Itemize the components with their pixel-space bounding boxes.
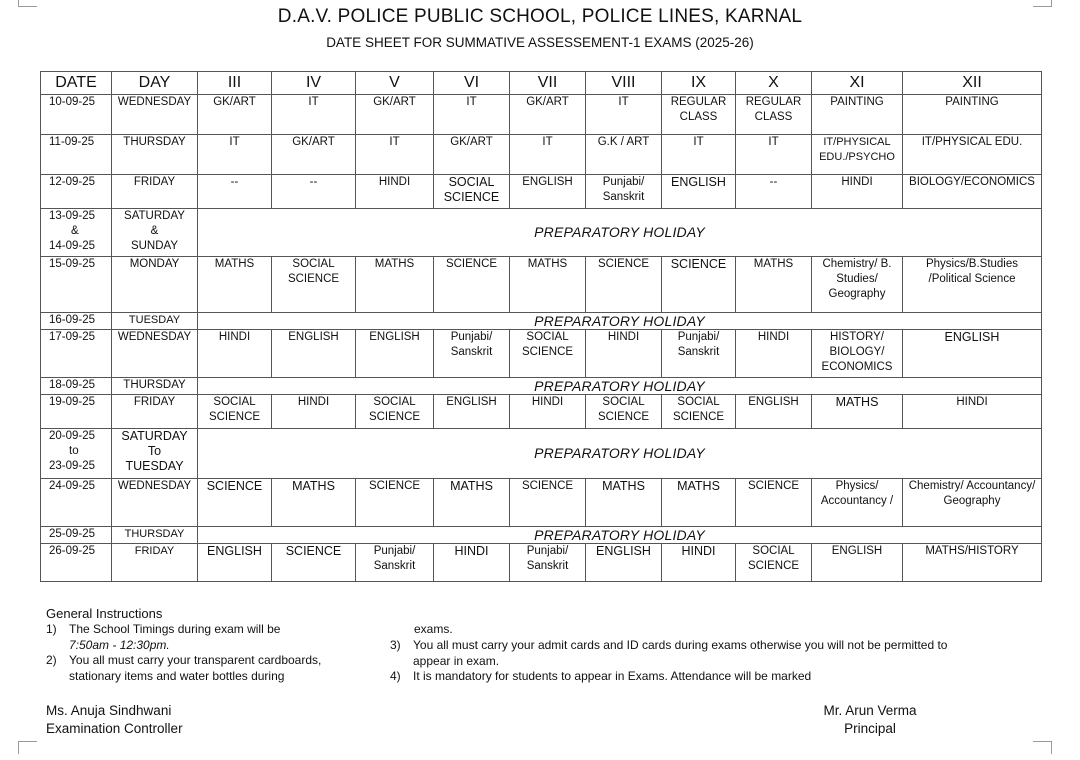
subject-cell: IT <box>736 135 812 175</box>
range-start-day: SATURDAY <box>121 429 188 443</box>
subject-cell: -- <box>198 175 272 209</box>
instruction-text: It is mandatory for students to appear in Exams. Attendance will be marked <box>413 669 812 683</box>
instruction-item-1 <box>46 622 376 653</box>
col-header-class-vi: VI <box>434 72 510 95</box>
day-cell: THURSDAY <box>112 527 198 544</box>
subject-cell: PAINTING <box>812 95 903 135</box>
table-row <box>41 135 1042 175</box>
col-header-class-v: V <box>356 72 434 95</box>
subject-cell: HINDI <box>510 395 586 429</box>
subject-cell: SCIENCE <box>272 544 356 582</box>
subject-cell: SOCIAL SCIENCE <box>356 395 434 429</box>
instruction-text: exams. <box>414 622 453 636</box>
col-header-class-vii: VII <box>510 72 586 95</box>
subject-cell: SOCIAL SCIENCE <box>510 330 586 378</box>
instruction-text: You all must carry your transparent cardboards, <box>69 653 322 667</box>
instruction-item-4 <box>390 669 1040 685</box>
subject-cell: MATHS <box>510 257 586 313</box>
range-end-day: TUESDAY <box>125 459 184 473</box>
subject-cell: SOCIAL SCIENCE <box>272 257 356 313</box>
subject-cell: SOCIAL SCIENCE <box>198 395 272 429</box>
col-header-class-viii: VIII <box>586 72 662 95</box>
examination-controller-role: Examination Controller <box>46 721 183 736</box>
day-cell: WEDNESDAY <box>112 479 198 527</box>
date-cell: 10-09-25 <box>41 95 112 135</box>
subject-cell: HISTORY/ BIOLOGY/ ECONOMICS <box>812 330 903 378</box>
subject-cell: SOCIAL SCIENCE <box>434 175 510 209</box>
subject-cell: SCIENCE <box>510 479 586 527</box>
holiday-row <box>41 527 1042 544</box>
day-cell: MONDAY <box>112 257 198 313</box>
preparatory-holiday-cell: PREPARATORY HOLIDAY <box>198 429 1042 479</box>
subject-cell: IT <box>272 95 356 135</box>
subject-cell: Chemistry/ Accountancy/ Geography <box>903 479 1042 527</box>
range-start-day: SATURDAY <box>124 210 185 222</box>
subject-cell: SOCIAL SCIENCE <box>736 544 812 582</box>
date-cell: 26-09-25 <box>41 544 112 582</box>
signature-right <box>780 702 960 738</box>
range-end-day: SUNDAY <box>130 240 179 252</box>
preparatory-holiday-cell: PREPARATORY HOLIDAY <box>198 527 1042 544</box>
subject-cell: Physics/ Accountancy / <box>812 479 903 527</box>
subject-cell: IT <box>586 95 662 135</box>
subject-cell: MATHS <box>434 479 510 527</box>
date-cell: 18-09-25 <box>41 378 112 395</box>
col-header-class-xii: XII <box>903 72 1042 95</box>
subject-cell: GK/ART <box>356 95 434 135</box>
subject-cell: HINDI <box>356 175 434 209</box>
subject-cell: ENGLISH <box>736 395 812 429</box>
col-header-class-iv: IV <box>272 72 356 95</box>
subject-cell: PAINTING <box>903 95 1042 135</box>
table-row <box>41 175 1042 209</box>
subject-cell: IT <box>198 135 272 175</box>
subject-cell: BIOLOGY/ECONOMICS <box>903 175 1042 209</box>
subject-cell: IT <box>662 135 736 175</box>
subject-cell: ENGLISH <box>662 175 736 209</box>
col-header-class-ix: IX <box>662 72 736 95</box>
crop-mark-bottom-right <box>1033 741 1052 754</box>
table-row <box>41 330 1042 378</box>
subject-cell: HINDI <box>586 330 662 378</box>
subject-cell: MATHS <box>198 257 272 313</box>
subject-cell: HINDI <box>434 544 510 582</box>
day-cell: FRIDAY <box>112 395 198 429</box>
principal-role: Principal <box>844 721 896 736</box>
range-start-date: 13-09-25 <box>49 210 96 222</box>
date-cell: 12-09-25 <box>41 175 112 209</box>
signature-left <box>46 702 183 738</box>
subject-cell: REGULAR CLASS <box>662 95 736 135</box>
crop-mark-bottom-left <box>18 741 37 754</box>
preparatory-holiday-cell: PREPARATORY HOLIDAY <box>198 313 1042 330</box>
holiday-row <box>41 313 1042 330</box>
day-cell: WEDNESDAY <box>112 95 198 135</box>
subject-cell: MATHS <box>272 479 356 527</box>
col-header-date: DATE <box>41 72 112 95</box>
col-header-class-x: X <box>736 72 812 95</box>
instruction-item-2-cont <box>414 622 1044 638</box>
date-sheet-subtitle: DATE SHEET FOR SUMMATIVE ASSESSEMENT-1 EXAMS (2025-26) <box>326 35 754 50</box>
date-cell: 11-09-25 <box>41 135 112 175</box>
holiday-row <box>41 429 1042 479</box>
subject-cell: -- <box>736 175 812 209</box>
subject-cell: G.K / ART <box>586 135 662 175</box>
subject-cell: Physics/B.Studies /Political Science <box>903 257 1042 313</box>
subject-cell: ENGLISH <box>198 544 272 582</box>
subject-cell: MATHS <box>662 479 736 527</box>
day-cell: FRIDAY <box>112 544 198 582</box>
day-cell: THURSDAY <box>112 135 198 175</box>
subject-cell: HINDI <box>198 330 272 378</box>
range-start-date: 20-09-25 <box>49 430 96 442</box>
subject-cell: SCIENCE <box>198 479 272 527</box>
subject-cell: Punjabi/ Sanskrit <box>586 175 662 209</box>
subject-cell: MATHS <box>812 395 903 429</box>
subject-cell: GK/ART <box>198 95 272 135</box>
subject-cell: Punjabi/ Sanskrit <box>356 544 434 582</box>
date-cell: 15-09-25 <box>41 257 112 313</box>
subject-cell: -- <box>272 175 356 209</box>
col-header-class-xi: XI <box>812 72 903 95</box>
col-header-class-iii: III <box>198 72 272 95</box>
subject-cell: MATHS/HISTORY <box>903 544 1042 582</box>
day-cell: WEDNESDAY <box>112 330 198 378</box>
subject-cell: GK/ART <box>510 95 586 135</box>
subject-cell: SCIENCE <box>434 257 510 313</box>
instruction-text: You all must carry your admit cards and ID cards during exams otherwise you will not be permitted to <box>413 638 948 652</box>
instruction-item-3 <box>390 638 1040 669</box>
subject-cell: IT/PHYSICAL EDU./PSYCHO <box>812 135 903 175</box>
day-cell: FRIDAY <box>112 175 198 209</box>
subject-cell: MATHS <box>736 257 812 313</box>
subject-cell: ENGLISH <box>812 544 903 582</box>
subject-cell: ENGLISH <box>272 330 356 378</box>
subject-cell: ENGLISH <box>586 544 662 582</box>
subject-cell: IT/PHYSICAL EDU. <box>903 135 1042 175</box>
date-cell: 17-09-25 <box>41 330 112 378</box>
range-joiner: to <box>69 445 79 457</box>
range-joiner: To <box>147 444 162 458</box>
table-row <box>41 95 1042 135</box>
subject-cell: HINDI <box>903 395 1042 429</box>
subject-cell: IT <box>510 135 586 175</box>
date-sheet-table <box>40 71 1042 582</box>
range-end-date: 14-09-25 <box>49 240 96 252</box>
subject-cell: SCIENCE <box>586 257 662 313</box>
subject-cell: Chemistry/ B. Studies/ Geography <box>812 257 903 313</box>
instruction-number: 1) <box>46 622 57 636</box>
preparatory-holiday-cell: PREPARATORY HOLIDAY <box>198 209 1042 257</box>
day-cell: TUESDAY <box>112 313 198 330</box>
subject-cell: IT <box>434 95 510 135</box>
subject-cell: ENGLISH <box>510 175 586 209</box>
date-cell: 19-09-25 <box>41 395 112 429</box>
subject-cell: HINDI <box>272 395 356 429</box>
day-cell: THURSDAY <box>112 378 198 395</box>
instruction-item-2 <box>46 653 376 684</box>
instruction-text-cont: stationary items and water bottles during <box>69 668 285 683</box>
instruction-text-cont: appear in exam. <box>413 653 500 668</box>
principal-name: Mr. Arun Verma <box>823 703 917 718</box>
subject-cell: SCIENCE <box>356 479 434 527</box>
subject-cell: SCIENCE <box>662 257 736 313</box>
day-range-cell <box>112 209 198 257</box>
table-row <box>41 479 1042 527</box>
subject-cell: ENGLISH <box>434 395 510 429</box>
school-title: D.A.V. POLICE PUBLIC SCHOOL, POLICE LINES, KARNAL <box>277 6 803 27</box>
subject-cell: HINDI <box>812 175 903 209</box>
subject-cell: ENGLISH <box>903 330 1042 378</box>
table-row <box>41 544 1042 582</box>
range-end-date: 23-09-25 <box>49 460 96 472</box>
table-row <box>41 395 1042 429</box>
range-joiner: & <box>150 225 159 237</box>
subject-cell: REGULAR CLASS <box>736 95 812 135</box>
date-cell: 16-09-25 <box>41 313 112 330</box>
date-range-cell <box>41 429 112 479</box>
holiday-row <box>41 209 1042 257</box>
examination-controller-name: Ms. Anuja Sindhwani <box>46 703 172 718</box>
subject-cell: MATHS <box>356 257 434 313</box>
holiday-row <box>41 378 1042 395</box>
instruction-text-cont: 7:50am - 12:30pm. <box>69 637 170 652</box>
subject-cell: ENGLISH <box>356 330 434 378</box>
instruction-number: 4) <box>390 669 401 683</box>
instruction-number: 2) <box>46 653 57 667</box>
subject-cell: GK/ART <box>272 135 356 175</box>
range-joiner: & <box>71 225 79 237</box>
day-range-cell <box>112 429 198 479</box>
preparatory-holiday-cell: PREPARATORY HOLIDAY <box>198 378 1042 395</box>
instructions-heading: General Instructions <box>46 606 163 621</box>
col-header-day: DAY <box>112 72 198 95</box>
subject-cell: SOCIAL SCIENCE <box>586 395 662 429</box>
subject-cell: Punjabi/ Sanskrit <box>510 544 586 582</box>
header-row <box>41 72 1042 95</box>
date-cell: 24-09-25 <box>41 479 112 527</box>
instruction-text: The School Timings during exam will be <box>69 622 281 636</box>
subject-cell: HINDI <box>736 330 812 378</box>
subject-cell: Punjabi/ Sanskrit <box>434 330 510 378</box>
table-row <box>41 257 1042 313</box>
subject-cell: Punjabi/ Sanskrit <box>662 330 736 378</box>
instruction-number: 3) <box>390 638 401 652</box>
subject-cell: IT <box>356 135 434 175</box>
subject-cell: HINDI <box>662 544 736 582</box>
subject-cell: SOCIAL SCIENCE <box>662 395 736 429</box>
subject-cell: MATHS <box>586 479 662 527</box>
date-range-cell <box>41 209 112 257</box>
subject-cell: GK/ART <box>434 135 510 175</box>
date-cell: 25-09-25 <box>41 527 112 544</box>
subject-cell: SCIENCE <box>736 479 812 527</box>
